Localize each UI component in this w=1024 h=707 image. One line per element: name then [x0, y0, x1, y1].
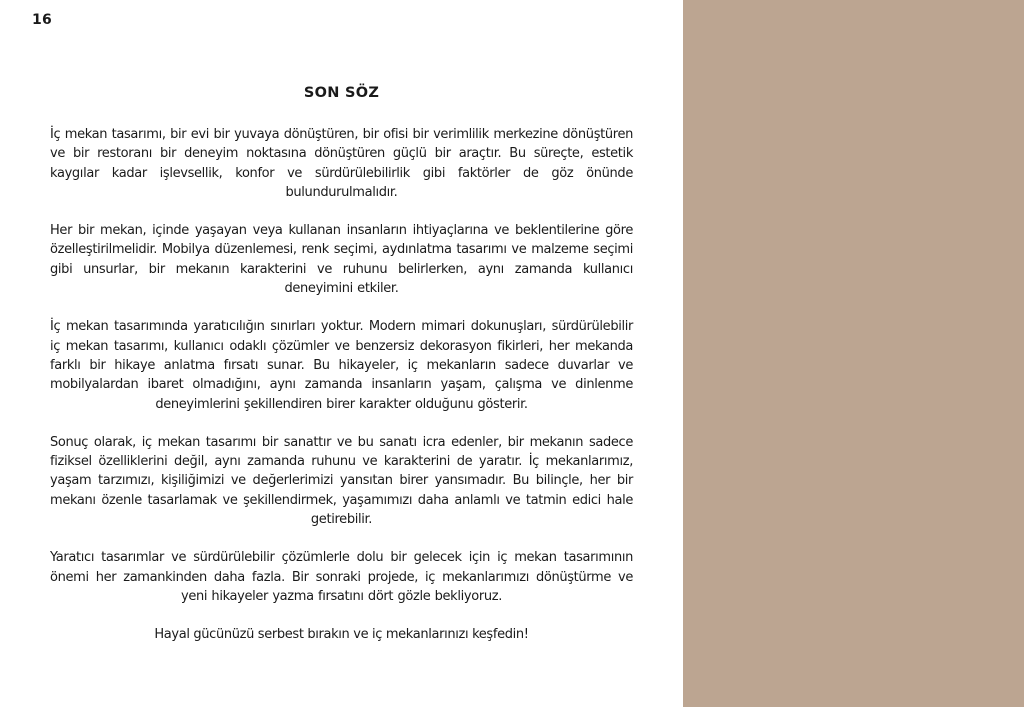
- paragraph: Sonuç olarak, iç mekan tasarımı bir sanattır ve bu sanatı icra edenler, bir mekanın sadece fiziksel özelliklerini değil, aynı zamanda ruhunu ve karakterini de yaratır. İç mekanlarımız, yaşam tarzımızı, kişiliğimizi ve değerlerimizi yansıtan birer yansımadır. Bu bilinçle, her bir mekanı özenle tasarlamak ve şekillendirmek, yaşamımızı daha anlamlı ve tatmin edici hale getirebilir.: [50, 434, 633, 528]
- page-number: 16: [32, 12, 52, 28]
- paragraph: Yaratıcı tasarımlar ve sürdürülebilir çözümlerle dolu bir gelecek için iç mekan tasarımının önemi her zamankinden daha fazla. Bir sonraki projede, iç mekanlarımızı dönüştürme ve yeni hikayeler yazma fırsatını dört gözle bekliyoruz.: [50, 550, 633, 604]
- closing-line: Hayal gücünüzü serbest bırakın ve iç mekanlarınızı keşfedin!: [154, 627, 529, 643]
- paragraph: Her bir mekan, içinde yaşayan veya kullanan insanların ihtiyaçlarına ve beklentilerine göre özelleştirilmelidir. Mobilya düzenlemesi, renk seçimi, aydınlatma tasarımı ve malzeme seçimi gibi unsurlar, bir mekanın karakterini ve ruhunu belirlerken, aynı zamanda kullanıcı deneyimini etkiler.: [50, 223, 633, 297]
- paragraph: İç mekan tasarımı, bir evi bir yuvaya dönüştüren, bir ofisi bir verimlilik merkezine dönüştüren ve bir restoranı bir deneyim noktasına dönüştüren güçlü bir araçtır. Bu süreçte, estetik kaygılar kadar işlevsellik, konfor ve sürdürülebilirlik gibi faktörler de göz önünde bulundurulmalıdır.: [50, 127, 633, 200]
- decorative-side-panel: [683, 0, 1024, 707]
- paragraph: İç mekan tasarımında yaratıcılığın sınırları yoktur. Modern mimari dokunuşları, sürdürülebilir iç mekan tasarımı, kullanıcı odaklı çözümler ve benzersiz dekorasyon fikirleri, her mekanda farklı bir hikaye anlatma fırsatı sunar. Bu hikayeler, iç mekanların sadece duvarlar ve mobilyalardan ibaret olmadığını, aynı zamanda insanların yaşam, çalışma ve dinlenme deneyimlerini şekillendiren birer karakter olduğunu gösterir.: [50, 319, 633, 412]
- article-title: SON SÖZ: [303, 85, 380, 101]
- article-body: [50, 85, 633, 645]
